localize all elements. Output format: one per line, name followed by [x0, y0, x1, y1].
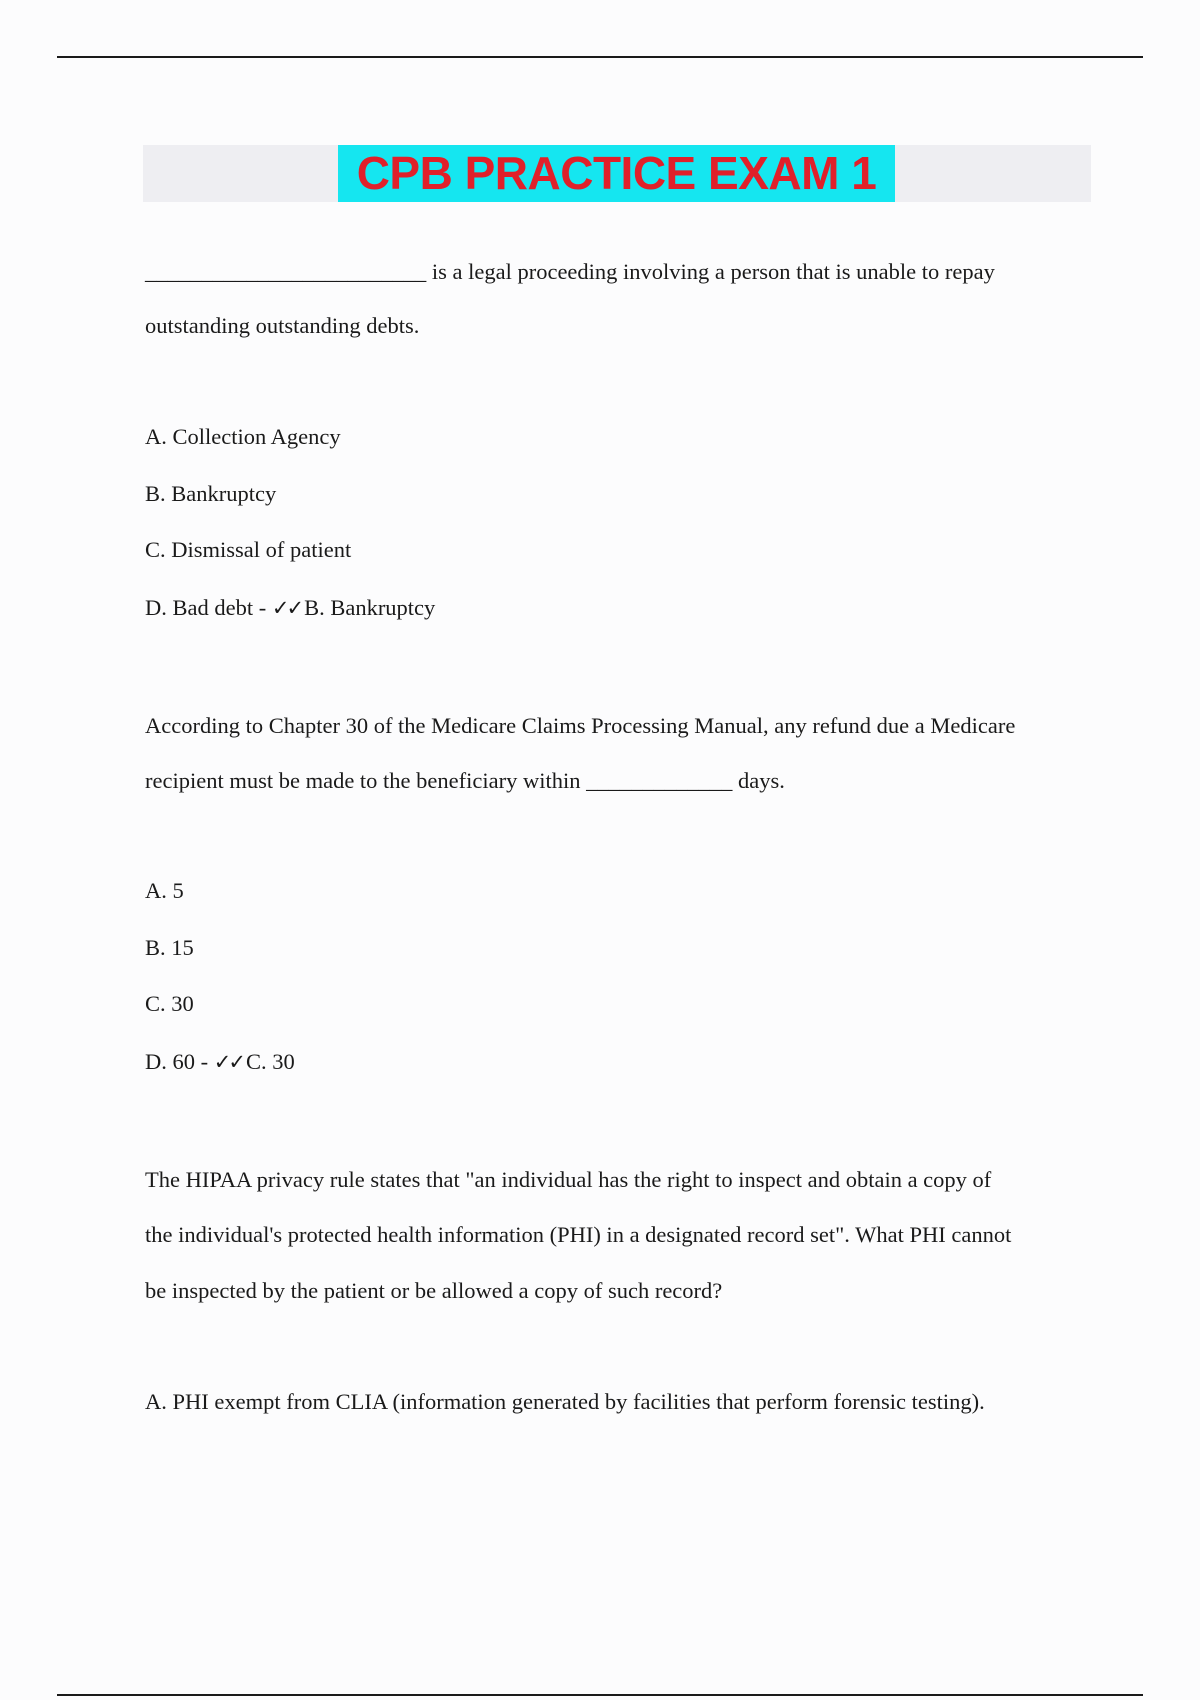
question-2-stem-line-2: recipient must be made to the beneficiary within _____________ days.	[145, 768, 785, 793]
question-2-answer: C. 30	[245, 1049, 295, 1074]
question-2-stem-line-1: According to Chapter 30 of the Medicare Claims Processing Manual, any refund due a Medicare	[145, 713, 1016, 738]
question-1-option-a: A. Collection Agency	[145, 424, 341, 449]
question-3-stem-line-3: be inspected by the patient or be allowed a copy of such record?	[145, 1278, 723, 1303]
question-1-stem-line-1: _________________________ is a legal proceeding involving a person that is unable to repay	[145, 259, 995, 284]
question-2-option-d-label: D. 60 -	[145, 1049, 214, 1074]
double-check-icon: ✓✓	[213, 1050, 243, 1074]
question-1-option-b: B. Bankruptcy	[145, 481, 277, 506]
question-1-option-d-label: D. Bad debt -	[145, 595, 272, 620]
question-2-option-c: C. 30	[145, 991, 194, 1016]
double-check-icon: ✓✓	[271, 596, 302, 620]
page-title: CPB PRACTICE EXAM 1	[356, 147, 877, 199]
question-2-option-b: B. 15	[145, 935, 194, 960]
question-3-option-a: A. PHI exempt from CLIA (information generated by facilities that perform forensic testing).	[145, 1389, 985, 1414]
question-3-stem-line-2: the individual's protected health information (PHI) in a designated record set". What PHI cannot	[145, 1222, 1012, 1247]
question-2-option-a: A. 5	[145, 878, 184, 903]
question-1-stem-line-2: outstanding outstanding debts.	[145, 313, 420, 338]
question-1-option-c: C. Dismissal of patient	[145, 537, 352, 562]
bottom-rule	[57, 1694, 1143, 1696]
top-rule	[57, 56, 1143, 58]
question-3-stem-line-1: The HIPAA privacy rule states that "an individual has the right to inspect and obtain a copy of	[145, 1167, 992, 1192]
question-1-answer: B. Bankruptcy	[304, 595, 436, 620]
question-2-option-d	[145, 1047, 295, 1077]
question-1-option-d	[145, 593, 435, 623]
